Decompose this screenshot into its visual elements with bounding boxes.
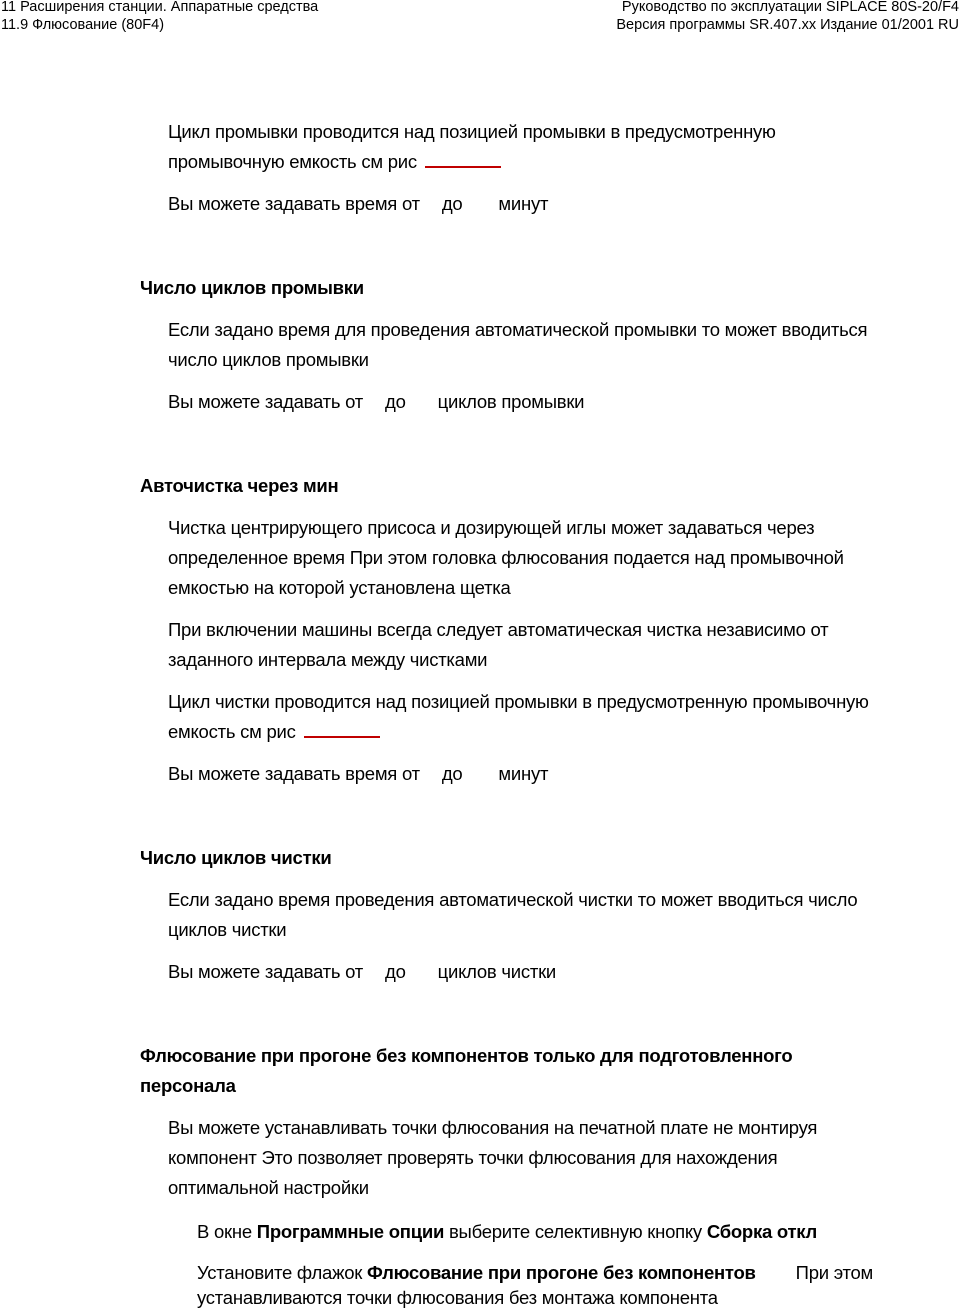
paragraph-line bbox=[168, 147, 501, 177]
step-text: При этом bbox=[795, 1262, 874, 1283]
header-section: 11.9 Флюсование (80F4) bbox=[1, 17, 165, 33]
header-chapter: 11 Расширения станции. Аппаратные средства bbox=[1, 0, 319, 15]
section-heading: Флюсование при прогоне без компонентов только для подготовленного bbox=[140, 1045, 793, 1066]
range-text-unit: циклов промывки bbox=[437, 391, 585, 412]
section-heading: персонала bbox=[140, 1075, 236, 1096]
paragraph-line: оптимальной настройки bbox=[168, 1177, 369, 1198]
range-text-to: до bbox=[441, 193, 463, 214]
ui-window-name: Программные опции bbox=[256, 1221, 445, 1242]
paragraph-line: определенное время При этом головка флюсования подается над промывочной bbox=[168, 547, 844, 568]
paragraph-line: Цикл промывки проводится над позицией промывки в предусмотренную bbox=[168, 121, 776, 142]
instruction-step bbox=[197, 1217, 817, 1247]
paragraph-line: Чистка центрирующего присоса и дозирующей иглы может задаваться через bbox=[168, 517, 815, 538]
paragraph-line bbox=[168, 759, 548, 789]
paragraph-line: Если задано время проведения автоматической чистки то может вводиться число bbox=[168, 889, 858, 910]
range-text-to: до bbox=[385, 391, 406, 412]
header-manual-title: Руководство по эксплуатации SIPLACE 80S-20/F4 bbox=[621, 0, 959, 15]
section-heading: Авточистка через мин bbox=[140, 475, 339, 496]
range-text-start: Вы можете задавать время от bbox=[168, 193, 420, 214]
paragraph-line: заданного интервала между чистками bbox=[168, 649, 488, 670]
step-text: В окне bbox=[197, 1221, 257, 1242]
paragraph-line: число циклов промывки bbox=[168, 349, 369, 370]
range-text-unit: минут bbox=[498, 763, 549, 784]
range-text-start: Вы можете задавать от bbox=[168, 391, 364, 412]
range-text-unit: циклов чистки bbox=[437, 961, 557, 982]
step-text: Установите флажок bbox=[197, 1262, 367, 1283]
paragraph-text: промывочную емкость см рис bbox=[168, 151, 417, 172]
figure-reference-link[interactable] bbox=[304, 736, 380, 738]
figure-reference-link[interactable] bbox=[425, 166, 501, 168]
paragraph-line bbox=[168, 189, 548, 219]
paragraph-line: Вы можете устанавливать точки флюсования на печатной плате не монтируя bbox=[168, 1117, 818, 1138]
ui-checkbox-name: Флюсование при прогоне без компонентов bbox=[366, 1262, 756, 1283]
ui-option-name: Сборка откл bbox=[706, 1221, 818, 1242]
range-text-start: Вы можете задавать от bbox=[168, 961, 364, 982]
instruction-step-line: устанавливаются точки флюсования без монтажа компонента bbox=[197, 1287, 718, 1308]
paragraph-line: Если задано время для проведения автоматической промывки то может вводиться bbox=[168, 319, 868, 340]
header-version: Версия программы SR.407.xx Издание 01/2001 RU bbox=[616, 17, 959, 33]
range-text-to: до bbox=[385, 961, 406, 982]
paragraph-line: емкостью на которой установлена щетка bbox=[168, 577, 511, 598]
section-heading: Число циклов чистки bbox=[140, 847, 332, 868]
section-heading: Число циклов промывки bbox=[140, 277, 364, 298]
paragraph-line bbox=[168, 717, 380, 747]
paragraph-line: Цикл чистки проводится над позицией промывки в предусмотренную промывочную bbox=[168, 691, 869, 712]
paragraph-line: компонент Это позволяет проверять точки флюсования для нахождения bbox=[168, 1147, 778, 1168]
step-text: выберите селективную кнопку bbox=[444, 1221, 707, 1242]
range-text-to: до bbox=[441, 763, 463, 784]
range-text-start: Вы можете задавать время от bbox=[168, 763, 420, 784]
paragraph-line: циклов чистки bbox=[168, 919, 287, 940]
paragraph-line bbox=[168, 957, 556, 987]
paragraph-line bbox=[168, 387, 584, 417]
paragraph-line: При включении машины всегда следует автоматическая чистка независимо от bbox=[168, 619, 829, 640]
range-text-unit: минут bbox=[498, 193, 549, 214]
paragraph-text: емкость см рис bbox=[168, 721, 296, 742]
